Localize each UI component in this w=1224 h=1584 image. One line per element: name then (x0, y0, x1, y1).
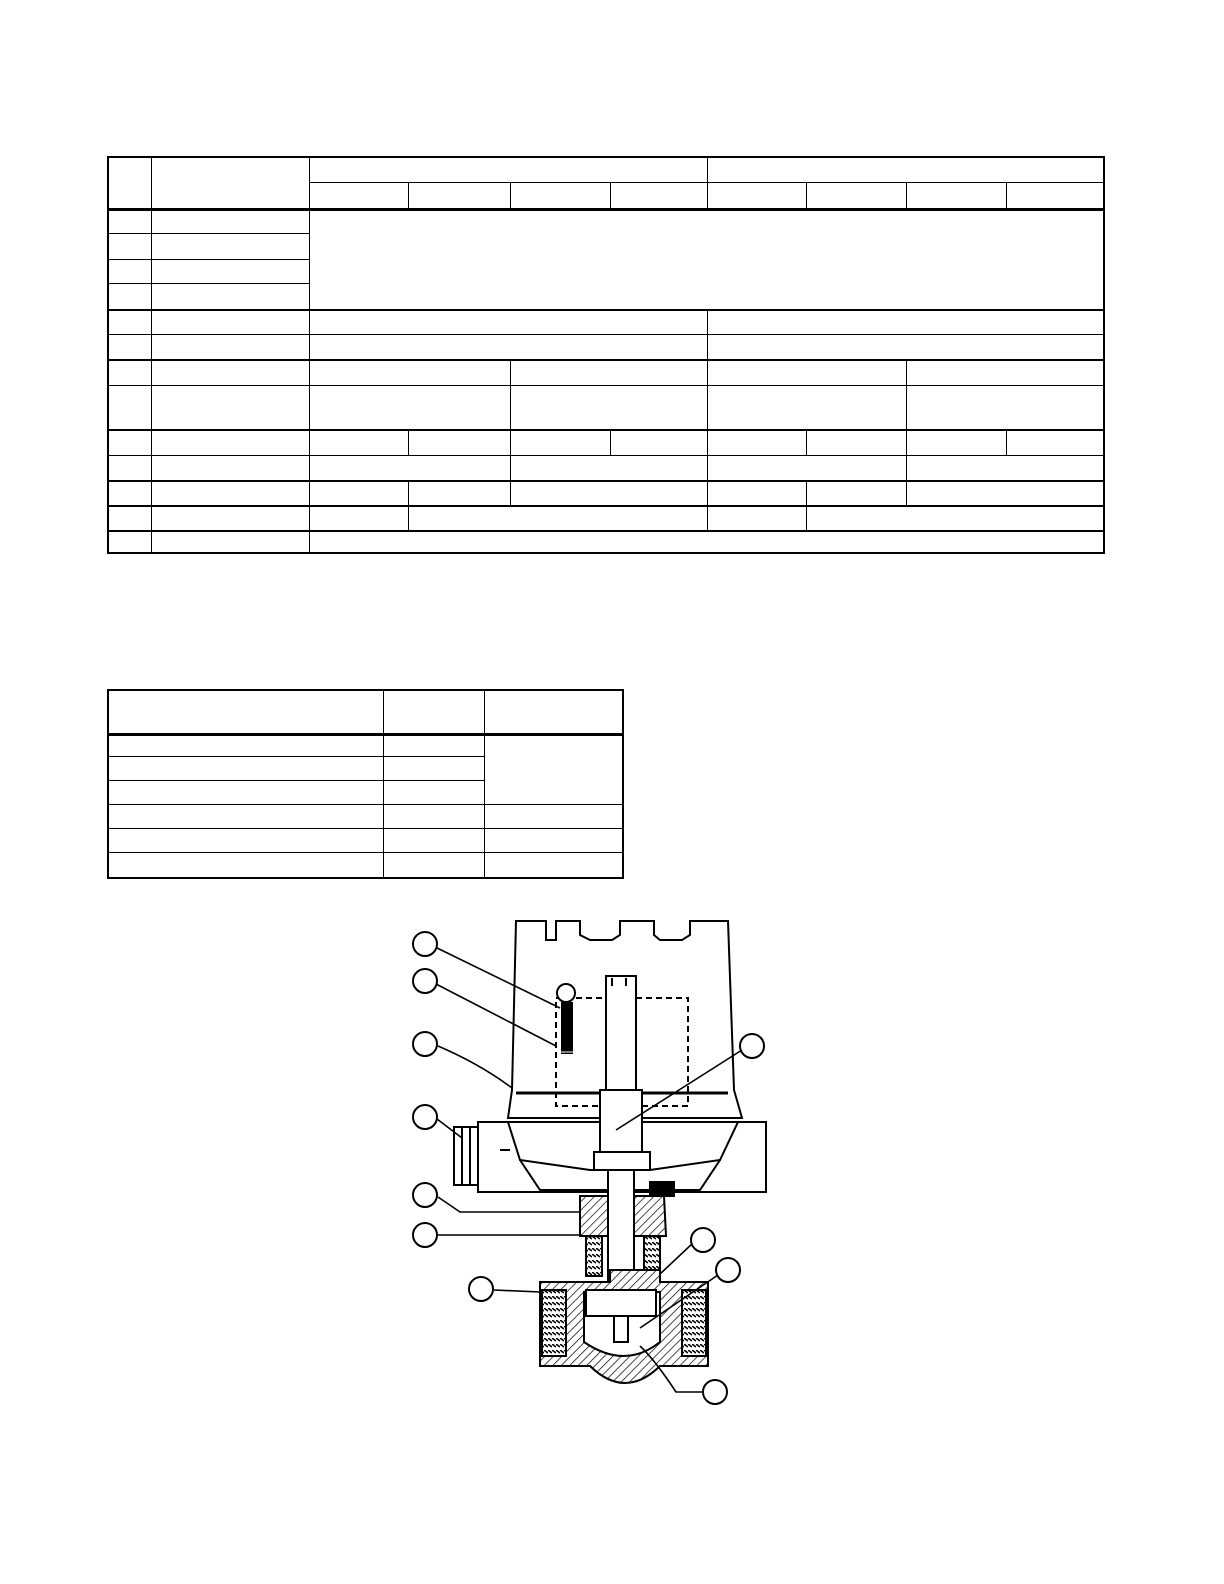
callout-circle (716, 1258, 740, 1282)
callout-circle (413, 1223, 437, 1247)
callout-circle (413, 932, 437, 956)
callout-circle (740, 1034, 764, 1058)
callout-circle (413, 1105, 437, 1129)
callout-circle (413, 969, 437, 993)
callout-circle (703, 1380, 727, 1404)
valve-body (540, 1270, 708, 1383)
side-conduit (454, 1127, 478, 1185)
callout-circle (413, 1032, 437, 1056)
callout-circle (469, 1277, 493, 1301)
callout-circle (413, 1183, 437, 1207)
callout-circle (691, 1228, 715, 1252)
